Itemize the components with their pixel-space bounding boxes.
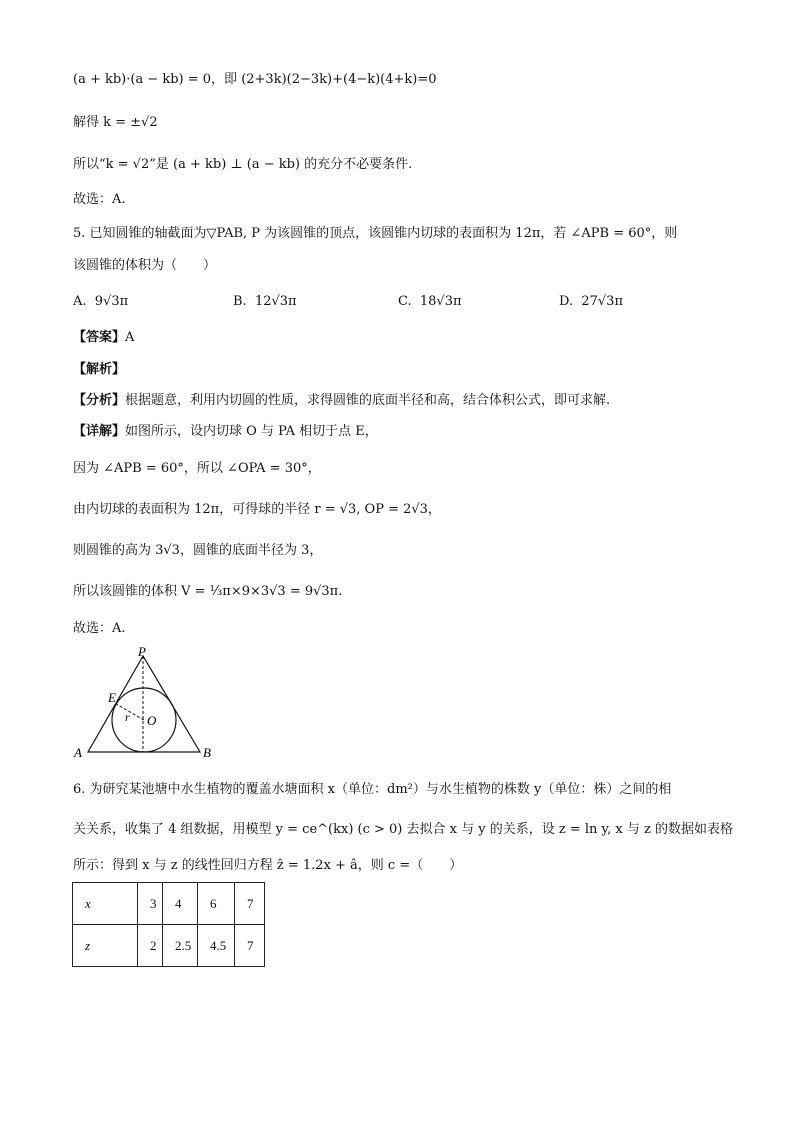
table-head-x: x — [73, 883, 138, 925]
radius-oe-dashed — [116, 704, 144, 720]
xiangjie-line — [73, 422, 378, 442]
option-a-label: A. — [73, 294, 87, 309]
table-cell: 6 — [198, 883, 235, 925]
xiangjie-text: 如图所示，设内切球 O 与 PA 相切于点 E， — [125, 424, 378, 439]
label-b: B — [203, 745, 211, 760]
table-row-z — [73, 925, 265, 967]
detail-step-1: 因为 ∠APB = 60°，所以 ∠OPA = 30°， — [73, 461, 321, 476]
question-6-line-1: 6. 为研究某池塘中水生植物的覆盖水塘面积 x（单位：dm²）与水生植物的株数 y（单位：株）之间的相 — [73, 782, 672, 797]
table-cell: 3 — [138, 883, 163, 925]
option-b-text: 12√3π — [254, 294, 297, 309]
label-r: r — [125, 710, 130, 724]
option-d-label: D. — [559, 294, 574, 309]
table-cell: 4 — [163, 883, 198, 925]
label-e: E — [108, 690, 116, 705]
question-6-line-2: 关关系，收集了 4 组数据，用模型 y = ce^(kx) (c > 0) 去拟合 x 与 y 的关系，设 z = ln y, x 与 z 的数据如表格 — [73, 822, 733, 837]
data-table — [72, 882, 265, 967]
option-c-label: C. — [398, 294, 412, 309]
solution-line-1: (a + kb)·(a − kb) = 0，即 (2+3k)(2−3k)+(4−k)(4+k)=0 — [73, 72, 437, 87]
option-c — [398, 292, 462, 312]
fenxi-text: 根据题意，利用内切圆的性质，求得圆锥的底面半径和高，结合体积公式，即可求解. — [125, 393, 611, 408]
answer-value: A — [125, 330, 135, 345]
detail-step-2: 由内切球的表面积为 12π，可得球的半径 r = √3, OP = 2√3， — [73, 502, 441, 517]
question-5-line-1: 5. 已知圆锥的轴截面为▽PAB, P 为该圆锥的顶点，该圆锥内切球的表面积为 12π，若 ∠APB = 60°，则 — [73, 226, 678, 241]
detail-choice: 故选：A. — [73, 621, 126, 636]
answer-tag: 【答案】 — [73, 330, 126, 345]
solution-choice-4: 故选：A. — [73, 192, 126, 207]
triangle-pab — [88, 656, 200, 752]
option-b-label: B. — [233, 294, 247, 309]
option-c-text: 18√3π — [419, 294, 462, 309]
fenxi-tag: 【分析】 — [73, 393, 126, 408]
question-6-line-3: 所示：得到 x 与 z 的线性回归方程 ẑ = 1.2x + â，则 c =（ ） — [73, 858, 463, 873]
question-5-line-2: 该圆锥的体积为（ ） — [73, 258, 217, 273]
table-head-z: z — [73, 925, 138, 967]
cone-cross-section-figure — [70, 645, 230, 760]
table-row-x — [73, 883, 265, 925]
table-cell: 7 — [235, 883, 265, 925]
fenxi-line — [73, 391, 610, 411]
label-o: O — [147, 713, 157, 728]
label-p: P — [138, 645, 146, 659]
label-a: A — [74, 745, 82, 760]
solution-line-2: 解得 k = ±√2 — [73, 115, 158, 130]
option-a-text: 9√3π — [94, 294, 129, 309]
xiangjie-tag: 【详解】 — [73, 424, 126, 439]
option-a — [73, 292, 128, 312]
analysis-tag: 【解析】 — [73, 362, 126, 377]
detail-step-4: 所以该圆锥的体积 V = ⅓π×9×3√3 = 9√3π. — [73, 584, 343, 599]
table-cell: 2.5 — [163, 925, 198, 967]
solution-line-3: 所以“k = √2”是 (a + kb) ⊥ (a − kb) 的充分不必要条件. — [73, 157, 413, 172]
detail-step-3: 则圆锥的高为 3√3，圆锥的底面半径为 3， — [73, 543, 323, 558]
answer-line — [73, 328, 134, 348]
table-cell: 4.5 — [198, 925, 235, 967]
option-d — [559, 292, 623, 312]
option-d-text: 27√3π — [581, 294, 623, 309]
table-cell: 2 — [138, 925, 163, 967]
table-cell: 7 — [235, 925, 265, 967]
option-b — [233, 292, 297, 312]
